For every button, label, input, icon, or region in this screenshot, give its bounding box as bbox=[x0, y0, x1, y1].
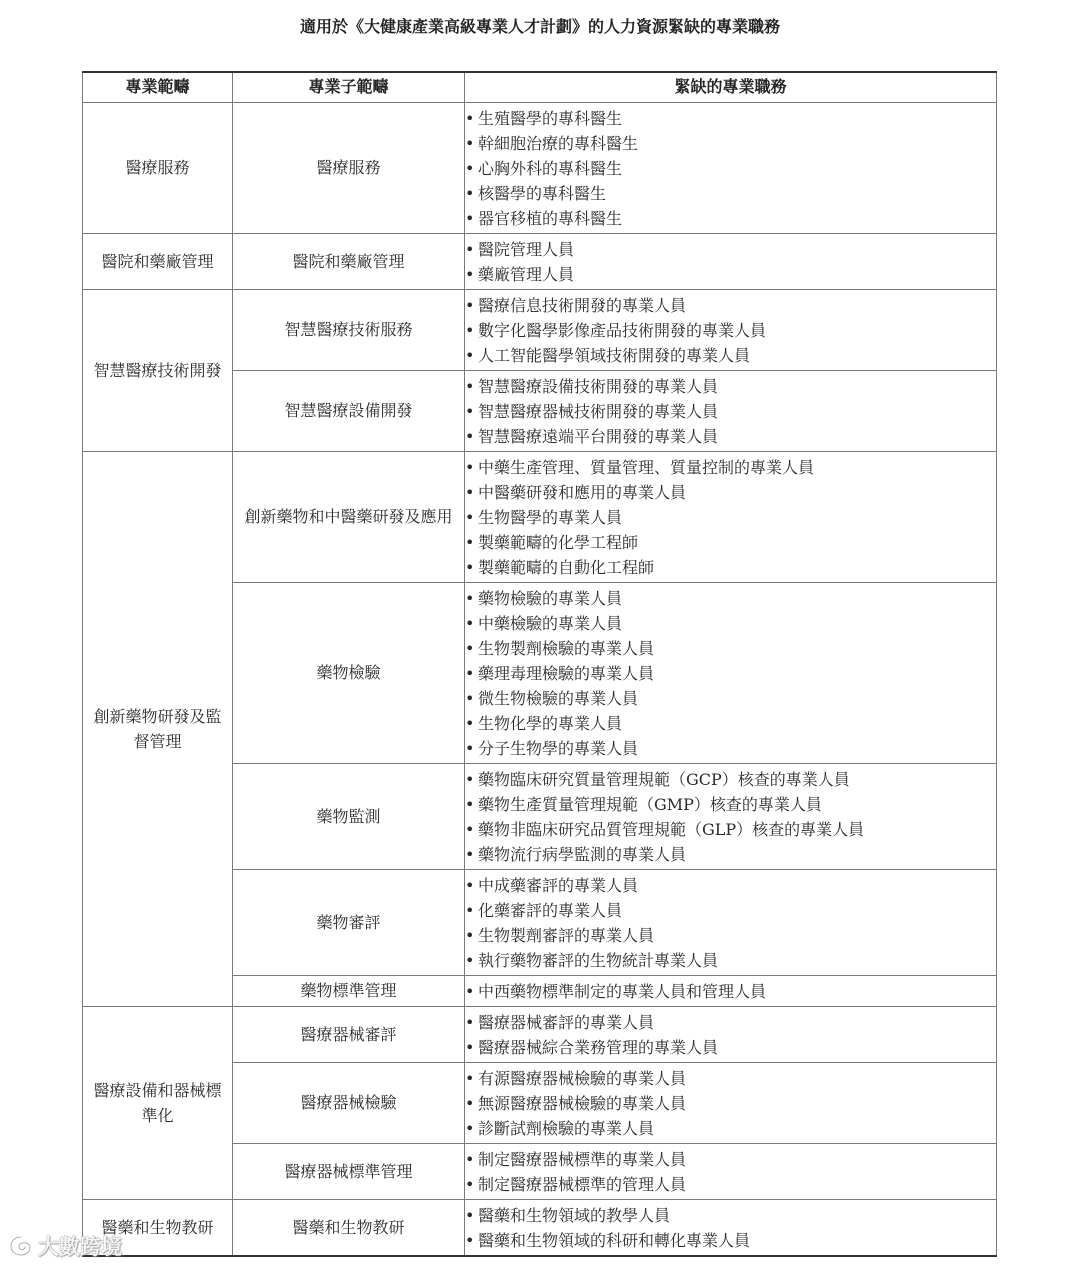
bullet-icon bbox=[465, 458, 478, 477]
positions-list bbox=[465, 583, 996, 763]
table-row bbox=[83, 233, 997, 289]
positions-list bbox=[465, 290, 996, 370]
position-text: 醫療器械審評的專業人員 bbox=[478, 1012, 655, 1032]
position-text: 中藥生產管理、質量管理、質量控制的專業人員 bbox=[478, 457, 815, 477]
bullet-icon bbox=[465, 876, 478, 895]
subcategory-label: 藥物監測 bbox=[316, 806, 381, 826]
position-text: 人工智能醫學領域技術開發的專業人員 bbox=[478, 345, 751, 365]
position-text: 藥物流行病學監測的專業人員 bbox=[478, 844, 687, 864]
position-text: 核醫學的專科醫生 bbox=[478, 183, 607, 203]
bullet-icon bbox=[465, 558, 478, 577]
category-cell bbox=[83, 1006, 233, 1199]
list-item bbox=[465, 343, 996, 368]
position-text: 生物製劑檢驗的專業人員 bbox=[478, 638, 655, 658]
bullet-icon bbox=[465, 508, 478, 527]
subcategory-cell bbox=[233, 582, 465, 763]
subcategory-label: 智慧醫療技術服務 bbox=[284, 320, 413, 339]
position-text: 幹細胞治療的專科醫生 bbox=[478, 133, 639, 153]
list-item bbox=[465, 156, 996, 181]
list-item bbox=[465, 1203, 996, 1228]
category-cell bbox=[83, 233, 233, 289]
position-text: 藥物非臨床研究品質管理規範（GLP）核查的專業人員 bbox=[478, 819, 865, 839]
category-cell bbox=[83, 102, 233, 233]
bullet-icon bbox=[465, 184, 478, 203]
category-cell bbox=[83, 289, 233, 451]
category-label: 醫藥和生物教研 bbox=[101, 1217, 214, 1237]
subcategory-label: 創新藥物和中醫藥研發及應用 bbox=[244, 507, 453, 526]
position-text: 製藥範疇的化學工程師 bbox=[478, 532, 639, 552]
category-label: 智慧醫療技術開發 bbox=[93, 360, 222, 380]
list-item bbox=[465, 106, 996, 131]
subcategory-cell bbox=[233, 289, 465, 370]
position-text: 中藥檢驗的專業人員 bbox=[478, 613, 623, 633]
positions-list bbox=[465, 764, 996, 869]
list-item bbox=[465, 131, 996, 156]
page-title: 適用於《大健康產業高級專業人才計劃》的人力資源緊缺的專業職務 bbox=[299, 17, 780, 36]
bullet-icon bbox=[465, 240, 478, 259]
list-item bbox=[465, 817, 996, 842]
category-label: 醫療設備和器械標準化 bbox=[93, 1080, 222, 1125]
bullet-icon bbox=[465, 1069, 478, 1088]
bullet-icon bbox=[465, 1175, 478, 1194]
category-cell bbox=[83, 1199, 233, 1256]
bullet-icon bbox=[465, 377, 478, 396]
header-category: 專業範疇 bbox=[83, 72, 233, 102]
subcategory-cell bbox=[233, 869, 465, 975]
position-text: 制定醫療器械標準的管理人員 bbox=[478, 1174, 687, 1194]
position-text: 醫療信息技術開發的專業人員 bbox=[478, 295, 687, 315]
list-item bbox=[465, 1066, 996, 1091]
list-item bbox=[465, 661, 996, 686]
positions-cell bbox=[465, 869, 997, 975]
bullet-icon bbox=[465, 901, 478, 920]
position-text: 醫療器械綜合業務管理的專業人員 bbox=[478, 1037, 719, 1057]
position-text: 中西藥物標準制定的專業人員和管理人員 bbox=[478, 981, 767, 1001]
list-item bbox=[465, 792, 996, 817]
category-cell bbox=[83, 451, 233, 1006]
bullet-icon bbox=[465, 845, 478, 864]
positions-list bbox=[465, 1200, 996, 1255]
watermark-logo-icon bbox=[8, 1234, 34, 1258]
subcategory-cell bbox=[233, 102, 465, 233]
table-header bbox=[83, 72, 997, 102]
positions-list bbox=[465, 234, 996, 289]
subcategory-cell bbox=[233, 233, 465, 289]
bullet-icon bbox=[465, 1094, 478, 1113]
list-item bbox=[465, 1010, 996, 1035]
position-text: 分子生物學的專業人員 bbox=[478, 738, 639, 758]
subcategory-label: 醫療器械標準管理 bbox=[284, 1161, 413, 1181]
list-item bbox=[465, 555, 996, 580]
table-row bbox=[83, 451, 997, 582]
positions-list bbox=[465, 1007, 996, 1062]
positions-list bbox=[465, 1144, 996, 1199]
bullet-icon bbox=[465, 209, 478, 228]
list-item bbox=[465, 206, 996, 231]
subcategory-label: 智慧醫療設備開發 bbox=[284, 401, 413, 420]
list-item bbox=[465, 1116, 996, 1141]
list-item bbox=[465, 686, 996, 711]
positions-cell bbox=[465, 1062, 997, 1143]
subcategory-label: 醫療器械檢驗 bbox=[300, 1093, 397, 1112]
table-header-row bbox=[83, 72, 997, 102]
bullet-icon bbox=[465, 1038, 478, 1057]
bullet-icon bbox=[465, 483, 478, 502]
bullet-icon bbox=[465, 951, 478, 970]
bullet-icon bbox=[465, 134, 478, 153]
bullet-icon bbox=[465, 795, 478, 814]
list-item bbox=[465, 979, 996, 1004]
table-row bbox=[83, 289, 997, 370]
positions-cell bbox=[465, 370, 997, 451]
positions-list bbox=[465, 371, 996, 451]
positions-cell bbox=[465, 1199, 997, 1256]
bullet-icon bbox=[465, 714, 478, 733]
bullet-icon bbox=[465, 739, 478, 758]
list-item bbox=[465, 636, 996, 661]
header-subcategory: 專業子範疇 bbox=[233, 72, 465, 102]
positions-list bbox=[465, 103, 996, 233]
subcategory-cell bbox=[233, 763, 465, 869]
bullet-icon bbox=[465, 321, 478, 340]
list-item bbox=[465, 424, 996, 449]
list-item bbox=[465, 293, 996, 318]
positions-cell bbox=[465, 451, 997, 582]
bullet-icon bbox=[465, 1150, 478, 1169]
list-item bbox=[465, 1035, 996, 1060]
position-text: 生物製劑審評的專業人員 bbox=[478, 925, 655, 945]
list-item bbox=[465, 873, 996, 898]
bullet-icon bbox=[465, 427, 478, 446]
position-text: 有源醫療器械檢驗的專業人員 bbox=[478, 1068, 687, 1088]
positions-cell bbox=[465, 1143, 997, 1199]
position-text: 生物化學的專業人員 bbox=[478, 713, 623, 733]
position-text: 製藥範疇的自動化工程師 bbox=[478, 557, 655, 577]
subcategory-label: 藥物審評 bbox=[316, 912, 381, 932]
subcategory-label: 醫院和藥廠管理 bbox=[292, 251, 405, 271]
list-item bbox=[465, 318, 996, 343]
subcategory-cell bbox=[233, 1062, 465, 1143]
subcategory-label: 醫療器械審評 bbox=[300, 1024, 397, 1044]
positions-cell bbox=[465, 102, 997, 233]
table-body bbox=[83, 102, 997, 1256]
bullet-icon bbox=[465, 926, 478, 945]
list-item bbox=[465, 455, 996, 480]
staffing-table bbox=[82, 71, 997, 1257]
position-text: 醫藥和生物領域的科研和轉化專業人員 bbox=[478, 1230, 751, 1250]
position-text: 微生物檢驗的專業人員 bbox=[478, 688, 639, 708]
bullet-icon bbox=[465, 770, 478, 789]
subcategory-cell bbox=[233, 1006, 465, 1062]
bullet-icon bbox=[465, 1119, 478, 1138]
bullet-icon bbox=[465, 614, 478, 633]
category-label: 創新藥物研發及監督管理 bbox=[93, 706, 222, 751]
positions-list bbox=[465, 870, 996, 975]
positions-list bbox=[465, 976, 996, 1006]
position-text: 執行藥物審評的生物統計專業人員 bbox=[478, 950, 719, 970]
list-item bbox=[465, 736, 996, 761]
bullet-icon bbox=[465, 1013, 478, 1032]
bullet-icon bbox=[465, 346, 478, 365]
subcategory-label: 藥物標準管理 bbox=[300, 981, 397, 1000]
positions-cell bbox=[465, 975, 997, 1006]
table-row bbox=[83, 1199, 997, 1256]
bullet-icon bbox=[465, 159, 478, 178]
positions-list bbox=[465, 452, 996, 582]
positions-cell bbox=[465, 233, 997, 289]
positions-cell bbox=[465, 1006, 997, 1062]
list-item bbox=[465, 1091, 996, 1116]
position-text: 藥物檢驗的專業人員 bbox=[478, 588, 623, 608]
list-item bbox=[465, 711, 996, 736]
position-text: 無源醫療器械檢驗的專業人員 bbox=[478, 1093, 687, 1113]
list-item bbox=[465, 1172, 996, 1197]
position-text: 智慧醫療遠端平台開發的專業人員 bbox=[478, 426, 719, 446]
position-text: 數字化醫學影像產品技術開發的專業人員 bbox=[478, 320, 767, 340]
list-item bbox=[465, 767, 996, 792]
positions-cell bbox=[465, 763, 997, 869]
position-text: 醫藥和生物領域的教學人員 bbox=[478, 1205, 671, 1225]
list-item bbox=[465, 374, 996, 399]
subcategory-cell bbox=[233, 451, 465, 582]
bullet-icon bbox=[465, 296, 478, 315]
position-text: 智慧醫療器械技術開發的專業人員 bbox=[478, 401, 719, 421]
subcategory-cell bbox=[233, 370, 465, 451]
positions-cell bbox=[465, 289, 997, 370]
subcategory-cell bbox=[233, 1199, 465, 1256]
category-label: 醫院和藥廠管理 bbox=[101, 251, 214, 271]
bullet-icon bbox=[465, 689, 478, 708]
list-item bbox=[465, 530, 996, 555]
bullet-icon bbox=[465, 533, 478, 552]
position-text: 制定醫療器械標準的專業人員 bbox=[478, 1149, 687, 1169]
list-item bbox=[465, 480, 996, 505]
subcategory-cell bbox=[233, 975, 465, 1006]
header-positions: 緊缺的專業職務 bbox=[465, 72, 997, 102]
list-item bbox=[465, 181, 996, 206]
list-item bbox=[465, 898, 996, 923]
subcategory-cell bbox=[233, 1143, 465, 1199]
position-text: 醫院管理人員 bbox=[478, 239, 575, 259]
bullet-icon bbox=[465, 589, 478, 608]
subcategory-label: 醫療服務 bbox=[316, 158, 381, 177]
position-text: 生殖醫學的專科醫生 bbox=[478, 108, 623, 128]
position-text: 藥廠管理人員 bbox=[478, 264, 575, 284]
position-text: 心胸外科的專科醫生 bbox=[478, 158, 623, 178]
positions-list bbox=[465, 1063, 996, 1143]
watermark-text: 大數跨境 bbox=[38, 1235, 122, 1259]
list-item bbox=[465, 842, 996, 867]
list-item bbox=[465, 611, 996, 636]
position-text: 器官移植的專科醫生 bbox=[478, 208, 623, 228]
table-row bbox=[83, 1006, 997, 1062]
position-text: 診斷試劑檢驗的專業人員 bbox=[478, 1118, 655, 1138]
subcategory-label: 醫藥和生物教研 bbox=[292, 1217, 405, 1237]
bullet-icon bbox=[465, 639, 478, 658]
bullet-icon bbox=[465, 402, 478, 421]
list-item bbox=[465, 1147, 996, 1172]
positions-cell bbox=[465, 582, 997, 763]
position-text: 藥物生產質量管理規範（GMP）核查的專業人員 bbox=[478, 794, 822, 814]
list-item bbox=[465, 923, 996, 948]
category-label: 醫療服務 bbox=[125, 158, 190, 177]
list-item bbox=[465, 505, 996, 530]
position-text: 化藥審評的專業人員 bbox=[478, 900, 623, 920]
bullet-icon bbox=[465, 820, 478, 839]
position-text: 智慧醫療設備技術開發的專業人員 bbox=[478, 376, 719, 396]
list-item bbox=[465, 586, 996, 611]
position-text: 藥理毒理檢驗的專業人員 bbox=[478, 663, 655, 683]
bullet-icon bbox=[465, 1231, 478, 1250]
list-item bbox=[465, 399, 996, 424]
table-row bbox=[83, 102, 997, 233]
position-text: 藥物臨床研究質量管理規範（GCP）核查的專業人員 bbox=[478, 769, 850, 789]
bullet-icon bbox=[465, 982, 478, 1001]
list-item bbox=[465, 1228, 996, 1253]
position-text: 中成藥審評的專業人員 bbox=[478, 875, 639, 895]
bullet-icon bbox=[465, 1206, 478, 1225]
subcategory-label: 藥物檢驗 bbox=[316, 663, 381, 682]
position-text: 中醫藥研發和應用的專業人員 bbox=[478, 482, 687, 502]
list-item bbox=[465, 948, 996, 973]
bullet-icon bbox=[465, 664, 478, 683]
bullet-icon bbox=[465, 265, 478, 284]
list-item bbox=[465, 262, 996, 287]
bullet-icon bbox=[465, 109, 478, 128]
list-item bbox=[465, 237, 996, 262]
position-text: 生物醫學的專業人員 bbox=[478, 507, 623, 527]
